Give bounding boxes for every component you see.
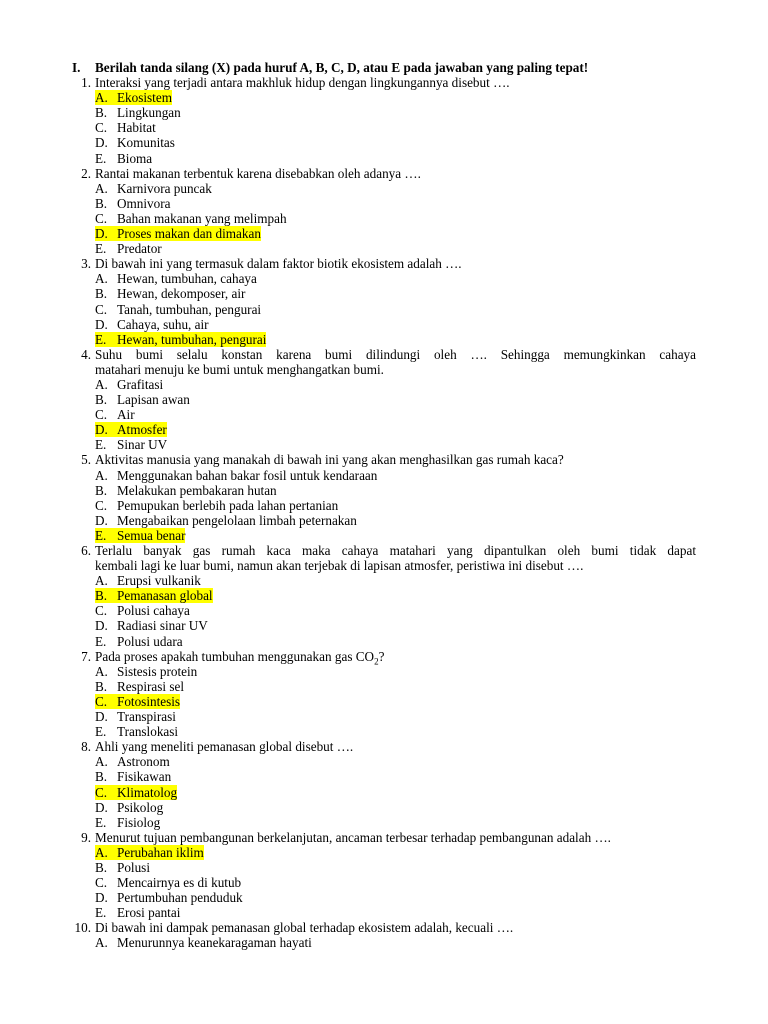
answer-option-row xyxy=(0,90,768,105)
option-letter: E. xyxy=(95,241,107,257)
answer-option-row xyxy=(0,754,768,769)
answer-option xyxy=(95,211,287,226)
answer-option-row xyxy=(0,860,768,875)
answer-option xyxy=(95,135,175,150)
option-text: Fotosintesis xyxy=(117,693,181,709)
option-letter: E. xyxy=(95,633,107,649)
answer-option-row xyxy=(0,875,768,890)
option-text: Erosi pantai xyxy=(117,905,181,921)
question-text: Rantai makanan terbentuk karena disebabkan oleh adanya …. xyxy=(95,165,421,181)
option-text: Predator xyxy=(117,241,162,257)
answer-option xyxy=(95,679,184,694)
answer-option-row xyxy=(0,769,768,784)
answer-option-row xyxy=(0,422,768,437)
answer-option xyxy=(95,483,277,498)
question-text-suffix: ? xyxy=(378,648,385,664)
option-letter: C. xyxy=(95,603,108,619)
option-text: Lapisan awan xyxy=(117,392,190,408)
option-text: Semua benar xyxy=(117,527,186,543)
option-letter: A. xyxy=(95,663,108,679)
option-letter: D. xyxy=(95,422,108,438)
answer-option xyxy=(95,271,257,286)
option-letter: E. xyxy=(95,814,107,830)
answer-option xyxy=(95,603,190,618)
question-number: 6. xyxy=(81,543,91,558)
answer-option xyxy=(95,935,312,950)
answer-option-row xyxy=(0,286,768,301)
option-letter: D. xyxy=(95,890,108,906)
option-letter: B. xyxy=(95,588,108,604)
option-text: Tanah, tumbuhan, pengurai xyxy=(117,301,262,317)
option-letter: C. xyxy=(95,407,108,423)
answer-option-row xyxy=(0,588,768,603)
question-number: 9. xyxy=(81,829,91,845)
option-text: Pertumbuhan penduduk xyxy=(117,890,243,906)
answer-option-row xyxy=(0,226,768,241)
answer-option xyxy=(95,317,209,332)
answer-option xyxy=(95,120,156,135)
option-text: Bioma xyxy=(117,150,153,166)
option-letter: E. xyxy=(95,905,107,921)
answer-option xyxy=(95,709,176,724)
option-text: Melakukan pembakaran hutan xyxy=(117,482,277,498)
option-letter: E. xyxy=(95,527,107,543)
answer-option-row xyxy=(0,634,768,649)
option-text: Pemupukan berlebih pada lahan pertanian xyxy=(117,497,339,513)
question-line xyxy=(0,920,768,935)
question-line xyxy=(0,830,768,845)
question-text: Terlalu banyak gas rumah kaca maka cahaya matahari yang dipantulkan oleh bumi tidak dapat xyxy=(95,543,696,558)
option-letter: C. xyxy=(95,784,108,800)
highlighted-answer-option xyxy=(95,845,204,860)
answer-option xyxy=(95,724,178,739)
question-text: kembali lagi ke luar bumi, namun akan terjebak di lapisan atmosfer, peristiwa ini disebut …. xyxy=(95,558,584,574)
highlighted-answer-option xyxy=(95,226,261,241)
option-text: Respirasi sel xyxy=(117,678,185,694)
answer-option-row xyxy=(0,120,768,135)
section-heading xyxy=(0,60,768,75)
answer-option-row xyxy=(0,151,768,166)
answer-option xyxy=(95,302,261,317)
option-text: Sistesis protein xyxy=(117,663,198,679)
answer-option-row xyxy=(0,105,768,120)
answer-option xyxy=(95,437,167,452)
option-letter: E. xyxy=(95,331,107,347)
question-number: 4. xyxy=(81,346,91,362)
section-instruction: Berilah tanda silang (X) pada huruf A, B, C, D, atau E pada jawaban yang paling tepat! xyxy=(95,60,589,75)
option-letter: A. xyxy=(95,376,108,392)
answer-option-row xyxy=(0,498,768,513)
answer-option-row xyxy=(0,437,768,452)
answer-option xyxy=(95,241,162,256)
option-letter: C. xyxy=(95,875,108,891)
answer-option-row xyxy=(0,528,768,543)
question-number: 3. xyxy=(81,256,91,272)
option-text: Menurunnya keanekaragaman hayati xyxy=(117,935,312,951)
answer-option-row xyxy=(0,271,768,286)
subscript-2: 2 xyxy=(374,656,379,667)
answer-option xyxy=(95,664,197,679)
option-text: Atmosfer xyxy=(117,422,167,438)
option-text: Erupsi vulkanik xyxy=(117,573,201,589)
quiz-content xyxy=(0,60,768,951)
answer-option-row xyxy=(0,407,768,422)
option-text: Omnivora xyxy=(117,195,171,211)
answer-option-row xyxy=(0,694,768,709)
question-text: Ahli yang meneliti pemanasan global disebut …. xyxy=(95,739,354,755)
option-letter: E. xyxy=(95,150,107,166)
question-text: Interaksi yang terjadi antara makhluk hidup dengan lingkungannya disebut …. xyxy=(95,75,510,91)
answer-option xyxy=(95,860,150,875)
highlighted-answer-option xyxy=(95,422,167,437)
option-letter: D. xyxy=(95,618,108,634)
answer-option xyxy=(95,286,245,301)
option-letter: B. xyxy=(95,392,108,408)
option-text: Habitat xyxy=(117,120,156,136)
option-text: Mengabaikan pengelolaan limbah peternakan xyxy=(117,512,357,528)
answer-option-row xyxy=(0,890,768,905)
question-text: Suhu bumi selalu konstan karena bumi dilindungi oleh …. Sehingga memungkinkan cahaya xyxy=(95,346,696,362)
answer-option xyxy=(95,105,181,120)
answer-option-row xyxy=(0,709,768,724)
answer-option xyxy=(95,800,163,815)
answer-option xyxy=(95,151,152,166)
option-letter: D. xyxy=(95,709,108,725)
highlighted-answer-option xyxy=(95,588,213,603)
option-letter: A. xyxy=(95,844,108,860)
option-text: Hewan, tumbuhan, pengurai xyxy=(117,331,267,347)
option-text: Bahan makanan yang melimpah xyxy=(117,210,287,226)
option-text: Translokasi xyxy=(117,724,179,740)
option-letter: C. xyxy=(95,120,108,136)
answer-option xyxy=(95,573,201,588)
option-text: Proses makan dan dimakan xyxy=(117,226,261,242)
question-line xyxy=(0,558,768,573)
option-letter: B. xyxy=(95,482,108,498)
question-number: 1. xyxy=(81,75,91,91)
question-text: Di bawah ini dampak pemanasan global terhadap ekosistem adalah, kecuali …. xyxy=(95,920,514,936)
option-letter: B. xyxy=(95,859,108,875)
answer-option-row xyxy=(0,724,768,739)
answer-option-row xyxy=(0,135,768,150)
answer-option xyxy=(95,634,183,649)
option-text: Lingkungan xyxy=(117,105,181,121)
question-line xyxy=(0,75,768,90)
option-letter: E. xyxy=(95,724,107,740)
answer-option-row xyxy=(0,815,768,830)
answer-option-row xyxy=(0,196,768,211)
answer-option xyxy=(95,468,377,483)
answer-option-row xyxy=(0,618,768,633)
option-letter: B. xyxy=(95,105,108,121)
highlighted-answer-option xyxy=(95,694,180,709)
option-letter: D. xyxy=(95,799,108,815)
answer-option xyxy=(95,513,357,528)
answer-option-row xyxy=(0,573,768,588)
option-text: Perubahan iklim xyxy=(117,844,204,860)
option-text: Psikolog xyxy=(117,799,164,815)
answer-option-row xyxy=(0,845,768,860)
answer-option-row xyxy=(0,392,768,407)
option-text: Mencairnya es di kutub xyxy=(117,875,242,891)
option-text: Hewan, tumbuhan, cahaya xyxy=(117,271,257,287)
option-text: Hewan, dekomposer, air xyxy=(117,286,246,302)
answer-option xyxy=(95,618,208,633)
option-letter: C. xyxy=(95,210,108,226)
option-text: Grafitasi xyxy=(117,376,164,392)
answer-option xyxy=(95,498,338,513)
option-letter: A. xyxy=(95,573,108,589)
option-text: Fisiolog xyxy=(117,814,161,830)
question-text: matahari menuju ke bumi untuk menghangatkan bumi. xyxy=(95,361,384,377)
question-line xyxy=(0,648,768,667)
answer-option-row xyxy=(0,377,768,392)
option-text: Polusi udara xyxy=(117,633,183,649)
answer-option xyxy=(95,181,212,196)
answer-option-row xyxy=(0,785,768,800)
option-letter: A. xyxy=(95,90,108,106)
question-number: 10. xyxy=(74,920,91,936)
answer-option xyxy=(95,754,170,769)
option-letter: C. xyxy=(95,497,108,513)
answer-option-row xyxy=(0,483,768,498)
option-text: Fisikawan xyxy=(117,769,172,785)
option-letter: A. xyxy=(95,271,108,287)
option-letter: C. xyxy=(95,301,108,317)
option-text: Transpirasi xyxy=(117,709,176,725)
question-line xyxy=(0,347,768,362)
answer-option xyxy=(95,769,171,784)
option-letter: D. xyxy=(95,135,108,151)
option-letter: A. xyxy=(95,935,108,951)
answer-option-row xyxy=(0,513,768,528)
question-line xyxy=(0,256,768,271)
question-text: Menurut tujuan pembangunan berkelanjutan, ancaman terbesar terhadap pembangunan adalah …. xyxy=(95,829,611,845)
highlighted-answer-option xyxy=(95,528,185,543)
option-letter: A. xyxy=(95,180,108,196)
answer-option xyxy=(95,392,190,407)
answer-option xyxy=(95,377,163,392)
answer-option-row xyxy=(0,181,768,196)
option-text: Klimatolog xyxy=(117,784,178,800)
question-number: 8. xyxy=(81,739,91,755)
option-letter: D. xyxy=(95,316,108,332)
question-line xyxy=(0,739,768,754)
option-text: Astronom xyxy=(117,754,170,770)
question-line xyxy=(0,166,768,181)
answer-option-row xyxy=(0,317,768,332)
question-text-prefix: Pada proses apakah tumbuhan menggunakan gas CO xyxy=(95,648,375,664)
option-letter: C. xyxy=(95,693,108,709)
question-number: 5. xyxy=(81,452,91,468)
option-text: Polusi xyxy=(117,859,150,875)
question-number: 2. xyxy=(81,165,91,181)
question-line xyxy=(0,362,768,377)
option-letter: E. xyxy=(95,437,107,453)
answer-option-row xyxy=(0,241,768,256)
question-number: 7. xyxy=(81,648,91,664)
option-letter: B. xyxy=(95,286,108,302)
option-text: Komunitas xyxy=(117,135,175,151)
option-text: Ekosistem xyxy=(117,90,172,106)
option-text: Polusi cahaya xyxy=(117,603,190,619)
answer-option-row xyxy=(0,664,768,679)
answer-option-row xyxy=(0,332,768,347)
question-line xyxy=(0,543,768,558)
option-text: Radiasi sinar UV xyxy=(117,618,208,634)
option-letter: A. xyxy=(95,467,108,483)
answer-option xyxy=(95,815,160,830)
answer-option-row xyxy=(0,302,768,317)
answer-option-row xyxy=(0,679,768,694)
option-text: Karnivora puncak xyxy=(117,180,212,196)
option-text: Pemanasan global xyxy=(117,588,213,604)
answer-option-row xyxy=(0,935,768,950)
answer-option xyxy=(95,407,135,422)
answer-option xyxy=(95,905,180,920)
question-text: Aktivitas manusia yang manakah di bawah ini yang akan menghasilkan gas rumah kaca? xyxy=(95,452,564,468)
section-number: I. xyxy=(72,60,81,75)
highlighted-answer-option xyxy=(95,332,266,347)
answer-option-row xyxy=(0,800,768,815)
highlighted-answer-option xyxy=(95,785,177,800)
option-letter: B. xyxy=(95,678,108,694)
answer-option xyxy=(95,196,170,211)
answer-option-row xyxy=(0,603,768,618)
option-letter: D. xyxy=(95,226,108,242)
option-text: Menggunakan bahan bakar fosil untuk kendaraan xyxy=(117,467,378,483)
answer-option xyxy=(95,875,241,890)
question-text: Di bawah ini yang termasuk dalam faktor biotik ekosistem adalah …. xyxy=(95,256,462,272)
answer-option-row xyxy=(0,905,768,920)
option-text: Sinar UV xyxy=(117,437,168,453)
answer-option-row xyxy=(0,211,768,226)
question-line xyxy=(0,452,768,467)
option-letter: B. xyxy=(95,769,108,785)
answer-option-row xyxy=(0,468,768,483)
option-text: Cahaya, suhu, air xyxy=(117,316,209,332)
highlighted-answer-option xyxy=(95,90,172,105)
option-text: Air xyxy=(117,407,135,423)
answer-option xyxy=(95,890,243,905)
option-letter: B. xyxy=(95,195,108,211)
question-text xyxy=(95,648,696,667)
option-letter: A. xyxy=(95,754,108,770)
option-letter: D. xyxy=(95,512,108,528)
